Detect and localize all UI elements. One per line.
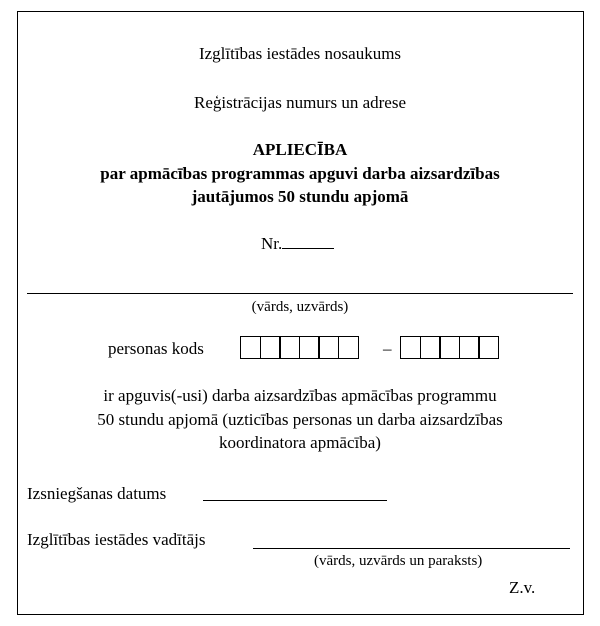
stamp-place-label: Z.v.	[509, 578, 536, 597]
document-title: APLIECĪBA	[252, 140, 348, 159]
institution-name-label: Izglītības iestādes nosaukums	[198, 44, 402, 63]
certificate-number-label: Nr.	[261, 234, 283, 253]
head-signature-line[interactable]	[253, 548, 570, 549]
digit-box[interactable]	[279, 336, 300, 359]
certificate-number-field[interactable]	[282, 248, 334, 249]
head-signature-label: Izglītības iestādes vadītājs	[27, 530, 206, 549]
head-signature-caption: (vārds, uzvārds un paraksts)	[314, 553, 483, 569]
digit-box[interactable]	[338, 336, 359, 359]
body-text-line3: koordinatora apmācība)	[219, 433, 381, 452]
digit-box[interactable]	[318, 336, 339, 359]
personal-code-second-part[interactable]	[400, 336, 499, 359]
issue-date-field[interactable]	[203, 500, 387, 501]
document-subtitle-line1: par apmācības programmas apguvi darba aizsardzības	[100, 164, 500, 183]
digit-box[interactable]	[439, 336, 460, 359]
name-line[interactable]	[27, 293, 573, 294]
certificate-number	[261, 234, 381, 254]
digit-box[interactable]	[299, 336, 320, 359]
personal-code-first-part[interactable]	[240, 336, 359, 359]
digit-box[interactable]	[260, 336, 281, 359]
body-text-line1: ir apguvis(-usi) darba aizsardzības apmācības programmu	[103, 386, 497, 405]
issue-date-label: Izsniegšanas datums	[27, 484, 167, 503]
body-text-line2: 50 stundu apjomā (uzticības personas un darba aizsardzības	[97, 410, 503, 429]
personal-code-label: personas kods	[108, 339, 204, 358]
digit-box[interactable]	[420, 336, 441, 359]
document-subtitle-line2: jautājumos 50 stundu apjomā	[191, 187, 409, 206]
digit-box[interactable]	[459, 336, 480, 359]
personal-code-separator: –	[383, 339, 392, 358]
name-caption: (vārds, uzvārds)	[251, 299, 349, 315]
digit-box[interactable]	[400, 336, 421, 359]
digit-box[interactable]	[478, 336, 499, 359]
registration-address-label: Reģistrācijas numurs un adrese	[194, 93, 406, 112]
digit-box[interactable]	[240, 336, 261, 359]
